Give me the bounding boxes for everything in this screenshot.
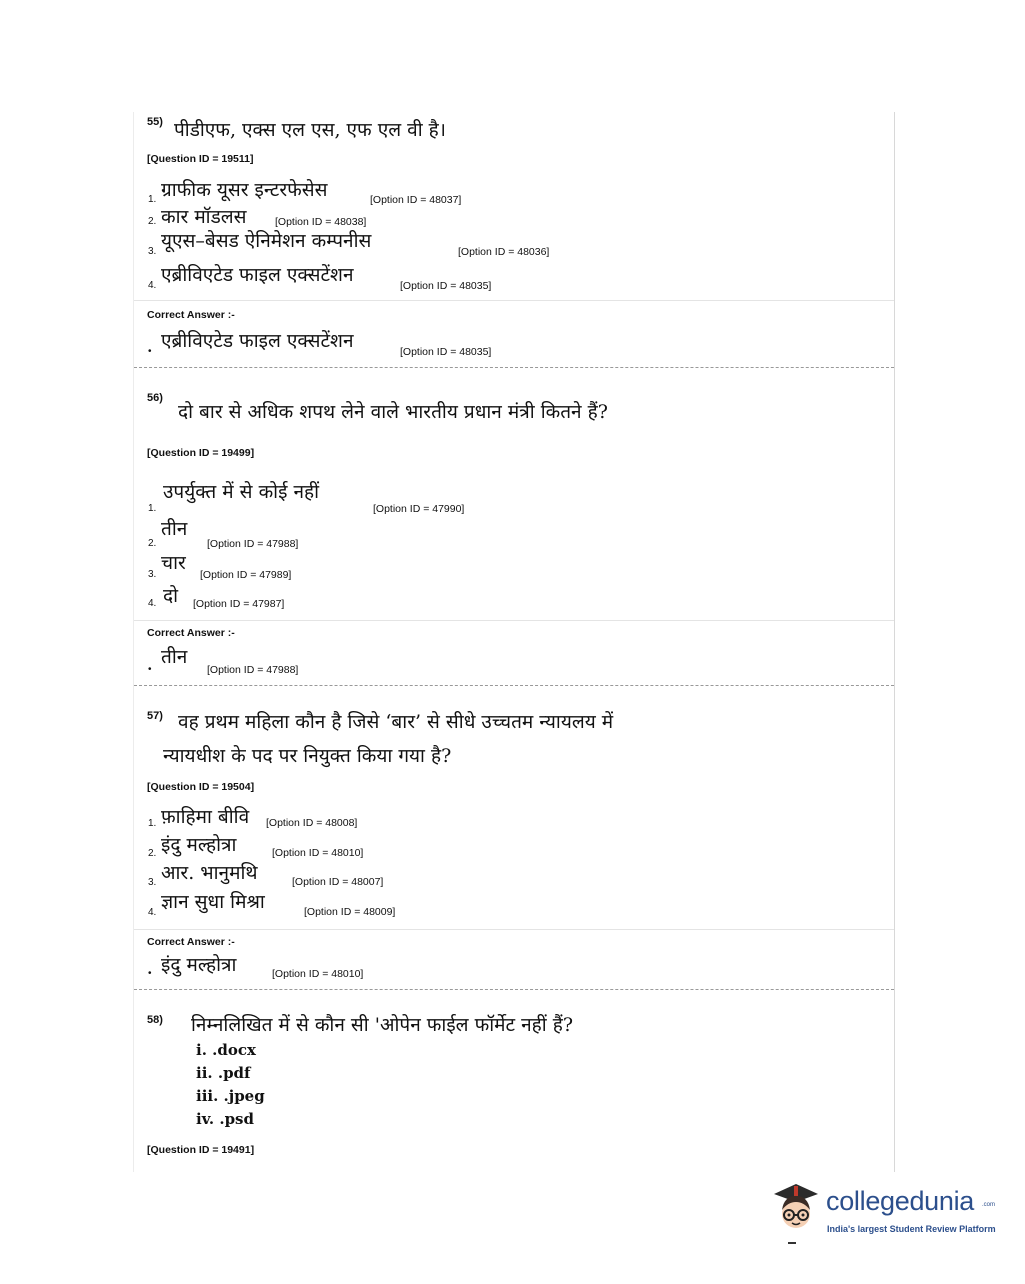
option-id: [Option ID = 48036] [458,246,550,258]
option-text: उपर्युक्त में से कोई नहीं [163,481,319,503]
question-separator [134,989,894,990]
option-id: [Option ID = 48009] [304,906,396,918]
correct-bullet: • [148,968,152,979]
option-id: [Option ID = 48038] [275,216,367,228]
collegedunia-logo[interactable] [768,1180,998,1250]
option-text: ज्ञान सुधा मिश्रा [161,891,265,913]
question-text-line1: वह प्रथम महिला कौन है जिसे ‘बार’ से सीधे उच्चतम न्यायलय में [178,711,614,733]
correct-answer-text: इंदु मल्होत्रा [161,954,237,976]
correct-option-id: [Option ID = 48035] [400,346,492,358]
correct-option-id: [Option ID = 47988] [207,664,299,676]
option-id: [Option ID = 48037] [370,194,462,206]
option-id: [Option ID = 48008] [266,817,358,829]
option-number: 1. [148,818,157,829]
divider [134,929,894,930]
brand-tagline: India's largest Student Review Platform [827,1224,996,1234]
question-number: 55) [147,116,163,128]
list-item: i. .docx [196,1041,256,1059]
question-number: 58) [147,1014,163,1026]
option-text: एब्रीविएटेड फाइल एक्सटेंशन [161,264,354,286]
question-id: [Question ID = 19511] [147,153,254,165]
option-number: 2. [148,848,157,859]
correct-answer-label: Correct Answer :- [147,936,235,948]
question-text: दो बार से अधिक शपथ लेने वाले भारतीय प्रधान मंत्री कितने हैं? [178,401,608,423]
question-text-line2: न्यायधीश के पद पर नियुक्त किया गया है? [163,745,452,767]
option-text: फ़ाहिमा बीवि [161,806,250,828]
option-text: इंदु मल्होत्रा [161,834,237,856]
option-id: [Option ID = 48007] [292,876,384,888]
correct-answer-text: तीन [161,646,188,668]
correct-answer-label: Correct Answer :- [147,309,235,321]
option-id: [Option ID = 48035] [400,280,492,292]
option-number: 3. [148,569,157,580]
mascot-icon [768,1180,826,1244]
question-page [133,112,895,1172]
list-item: iv. .psd [196,1110,254,1128]
correct-answer-label: Correct Answer :- [147,627,235,639]
option-id: [Option ID = 47988] [207,538,299,550]
list-item: iii. .jpeg [196,1087,265,1105]
option-number: 3. [148,246,157,257]
question-id: [Question ID = 19499] [147,447,255,459]
correct-option-id: [Option ID = 48010] [272,968,364,980]
option-text: यूएस–बेसड ऐनिमेशन कम्पनीस [161,230,372,252]
option-text: आर. भानुमथि [161,862,258,884]
option-text: कार मॉडलस [161,206,247,228]
question-text: पीडीएफ, एक्स एल एस, एफ एल वी है। [174,119,446,141]
option-number: 2. [148,216,157,227]
correct-answer-text: एब्रीविएटेड फाइल एक्सटेंशन [161,330,354,352]
divider [134,300,894,301]
divider [134,620,894,621]
question-text: निम्नलिखित में से कौन सी 'ओपेन फाईल फॉर्मेट नहीं हैं? [191,1014,574,1036]
question-separator [134,367,894,368]
correct-bullet: • [148,346,152,357]
option-id: [Option ID = 47987] [193,598,285,610]
option-id: [Option ID = 47990] [373,503,465,515]
option-text: तीन [161,518,188,540]
correct-bullet: • [148,664,152,675]
option-id: [Option ID = 48010] [272,847,364,859]
brand-domain: .com [982,1202,996,1208]
option-id: [Option ID = 47989] [200,569,292,581]
option-number: 4. [148,280,157,291]
option-text: चार [161,552,186,574]
option-number: 3. [148,877,157,888]
option-number: 1. [148,194,157,205]
question-separator [134,685,894,686]
question-number: 57) [147,710,163,722]
option-text: दो [163,585,179,607]
list-item: ii. .pdf [196,1064,251,1082]
brand-name: collegedunia [826,1186,975,1216]
option-number: 4. [148,598,157,609]
option-text: ग्राफीक यूसर इन्टरफेसेस [161,179,328,201]
option-number: 2. [148,538,157,549]
question-id: [Question ID = 19504] [147,781,255,793]
option-number: 4. [148,907,157,918]
option-number: 1. [148,503,157,514]
question-number: 56) [147,392,163,404]
question-id: [Question ID = 19491] [147,1144,255,1156]
